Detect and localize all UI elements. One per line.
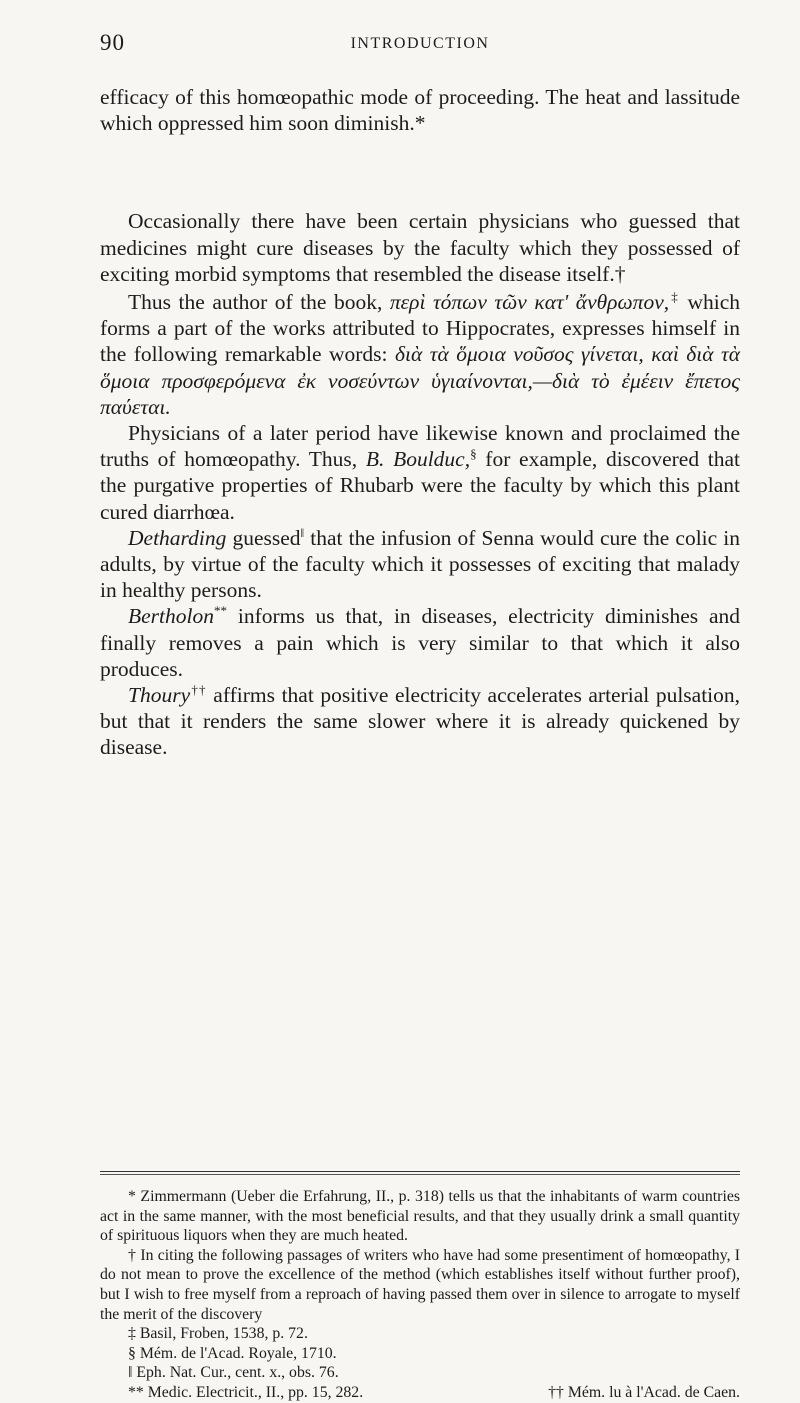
footnote-mark: †† <box>190 681 207 697</box>
footnote-zimmermann: * Zimmermann (Ueber die Erfahrung, II., p. 318) tells us that the inhabitants of warm countries act in the same manner, with the most beneficial results, and that they usually drink a small quantity of spirituous liquors when they are much heated. <box>100 1188 740 1245</box>
paragraph-hippocrates <box>100 289 740 420</box>
footnote-caen: †† Mém. lu à l'Acad. de Caen. <box>548 1383 740 1401</box>
hippocrates-text-b: which forms a part of the works attributed to Hippocrates, expresses himself in the following remarkable words: <box>100 290 741 367</box>
greek-quotation: διὰ τὰ ὅμοια νοῦσος γίνεται, καὶ διὰ τὰ ὅμοια προσφερόμενα ἐκ νοσεύντων ὑγιαίνονται,—διὰ τὸ ἐμέειν ἔπετος παύεται. <box>100 342 740 419</box>
page-header <box>100 30 740 58</box>
paragraph-detharding <box>100 525 740 604</box>
greek-book-title: περὶ τόπων τῶν κατ' ἄνθρωπον, <box>389 290 670 315</box>
footnote-basil: ‡ Basil, Froben, 1538, p. 72. <box>128 1325 308 1343</box>
footnote-mark: ** <box>214 603 227 619</box>
footnote-medic-electricit: ** Medic. Electricit., II., pp. 15, 282. <box>128 1383 364 1401</box>
footnote-acad-royale: § Mém. de l'Acad. Royale, 1710. <box>128 1344 337 1362</box>
footnote-mark: ‡ <box>669 288 680 304</box>
running-title: INTRODUCTION <box>350 35 490 52</box>
detharding-text-b: that the infusion of Senna would cure the colic in adults, by virtue of the faculty which it possesses of exciting that malady in healthy persons. <box>100 525 741 603</box>
footnote-mark: § <box>470 446 477 462</box>
main-text <box>100 84 740 761</box>
page-number: 90 <box>100 30 125 55</box>
paragraph-continuation: efficacy of this homœopathic mode of proceeding. The heat and lassitude which oppressed him soon diminish.* <box>100 85 740 136</box>
footnote-last-row <box>100 1383 740 1403</box>
detharding-text-a: guessed <box>232 525 301 550</box>
paragraph-physicians-guessed: Occasionally there have been certain physicians who guessed that medicines might cure diseases by the faculty which they possessed of exciting morbid symptoms that resembled the disease itself.† <box>100 209 740 286</box>
footnote-mark: ‖ <box>300 524 305 540</box>
boulduc-text-a: Physicians of a later period have likewise known and proclaimed the truths of homœopathy. Thus, <box>100 421 740 472</box>
boulduc-text-b: for example, discovered that the purgative properties of Rhubarb were the faculty by which this plant cured diarrhœa. <box>100 447 740 524</box>
footnote-divider-secondary <box>100 1174 740 1175</box>
paragraph-bertholon <box>100 603 740 682</box>
hippocrates-text-a: Thus the author of the book, <box>128 290 383 315</box>
footnotes <box>100 1187 740 1403</box>
paragraph-thoury <box>100 682 740 761</box>
footnote-eph-nat: ‖ Eph. Nat. Cur., cent. x., obs. 76. <box>128 1364 339 1382</box>
footnote-divider <box>100 1171 740 1172</box>
author-detharding: Detharding <box>128 525 227 550</box>
author-boulduc: B. Boulduc, <box>365 447 471 472</box>
bertholon-text: informs us that, in diseases, electricity diminishes and finally removes a pain which is very similar to that which it also produces. <box>100 604 741 681</box>
footnote-presentiment: † In citing the following passages of writers who have had some presentiment of homœopathy, I do not mean to prove the excellence of the method (which establishes itself without further proof), but I wish to free myself from a reproach of having passed them over in silence to arrogate to myself the merit of the discovery <box>100 1246 740 1323</box>
author-bertholon: Bertholon <box>128 604 214 629</box>
paragraph-boulduc <box>100 420 740 525</box>
thoury-text: affirms that positive electricity accelerates arterial pulsation, but that it renders the same slower where it is already quickened by disease. <box>100 683 741 760</box>
author-thoury: Thoury <box>128 683 191 708</box>
